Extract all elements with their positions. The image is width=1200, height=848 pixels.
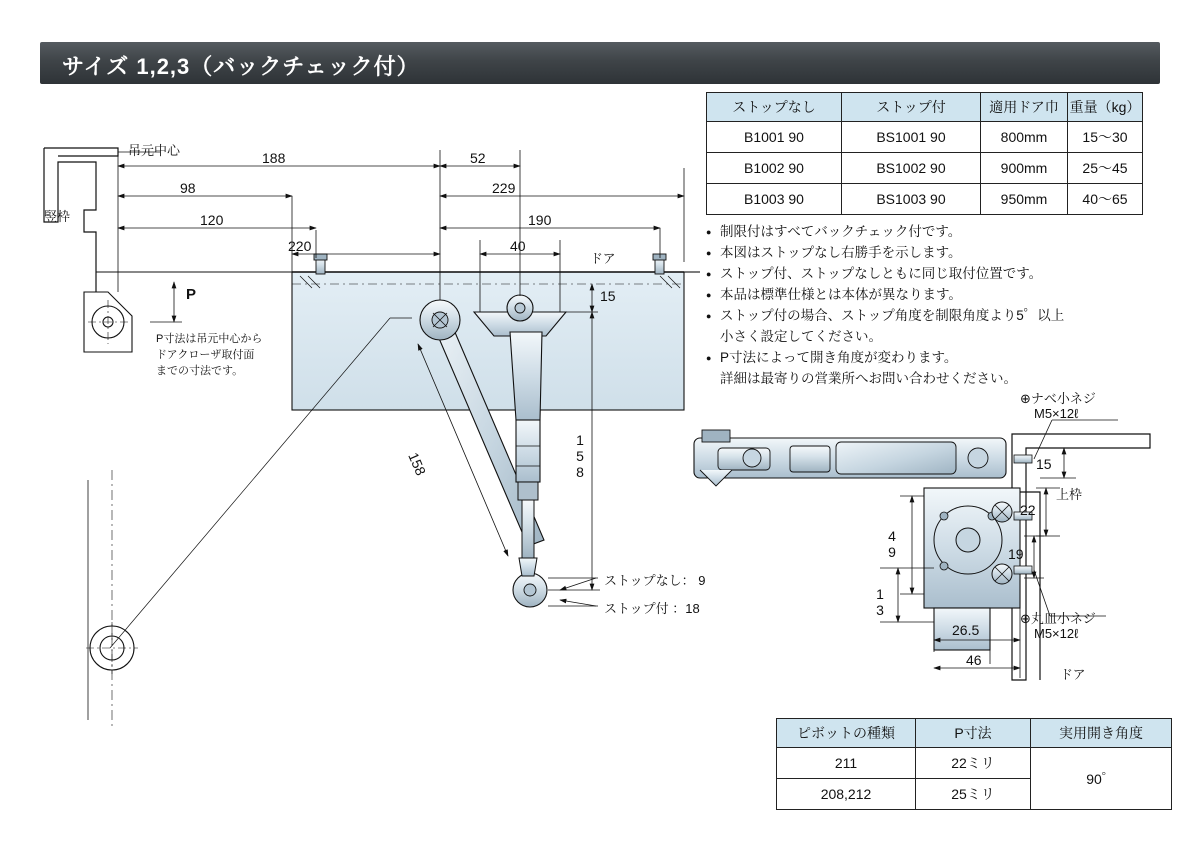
spec-cell: BS1003 90: [842, 184, 981, 215]
label-hanging-center: 吊元中心: [128, 143, 181, 158]
pivot-cell-p: 22ミリ: [916, 748, 1031, 779]
detail-dim-15: 15: [1036, 456, 1052, 472]
spec-cell: 25〜45: [1068, 153, 1143, 184]
dim-220: 220: [288, 238, 312, 254]
spec-cell: B1001 90: [707, 122, 842, 153]
dim-229: 229: [492, 180, 516, 196]
dim-52: 52: [470, 150, 486, 166]
spec-cell: BS1001 90: [842, 122, 981, 153]
dim-40: 40: [510, 238, 526, 254]
pivot-cell-type: 208,212: [777, 779, 916, 810]
pivot-header-1: P寸法: [916, 719, 1031, 748]
spec-cell: BS1002 90: [842, 153, 981, 184]
label-screw-pan-size: M5×12ℓ: [1034, 406, 1079, 421]
spec-cell: 900mm: [981, 153, 1068, 184]
table-row: [777, 748, 1172, 779]
detail-dim-19: 19: [1008, 546, 1024, 562]
dim-158-diagonal: 158: [405, 450, 430, 478]
pivot-cell-type: 211: [777, 748, 916, 779]
spec-header-3: 重量（kg）: [1068, 93, 1143, 122]
pivot-hinge-symbol: [84, 292, 132, 352]
label-p-note-1: P寸法は吊元中心から: [156, 333, 263, 345]
label-p-note-3: までの寸法です。: [156, 365, 244, 377]
pivot-cell-p: 25ミリ: [916, 779, 1031, 810]
label-screw-flat: ⊕丸皿小ネジ: [1020, 611, 1096, 626]
detail-dim-13: 13: [872, 586, 888, 618]
spec-cell: 800mm: [981, 122, 1068, 153]
note-item: ● ストップ付の場合、ストップ角度を制限角度より5゜以上: [706, 306, 1176, 326]
note-item-cont: 小さく設定してください。: [720, 329, 882, 344]
table-row: [707, 153, 1143, 184]
label-stop-none: ストップなし： 9: [604, 573, 706, 588]
spec-cell: 15〜30: [1068, 122, 1143, 153]
spec-header-2: 適用ドア巾: [981, 93, 1068, 122]
pivot-table-header-row: [777, 719, 1172, 748]
spec-header-1: ストップ付: [842, 93, 981, 122]
spec-cell: 950mm: [981, 184, 1068, 215]
pivot-header-2: 実用開き角度: [1031, 719, 1172, 748]
spec-cell: B1003 90: [707, 184, 842, 215]
note-item: ● 本品は標準仕様とは本体が異なります。: [706, 285, 1176, 305]
note-item: ● 本図はストップなし右勝手を示します。: [706, 243, 1176, 263]
label-screw-pan: ⊕ナベ小ネジ: [1020, 391, 1096, 406]
spec-cell: 40〜65: [1068, 184, 1143, 215]
dim-158-vertical: 158: [572, 432, 588, 480]
spec-table: [706, 92, 1143, 215]
spec-table-header-row: [707, 93, 1143, 122]
note-item: ● ストップ付、ストップなしともに同じ取付位置です。: [706, 264, 1176, 284]
dim-15: 15: [600, 288, 616, 304]
label-screw-flat-size: M5×12ℓ: [1034, 626, 1079, 641]
detail-dim-22: 22: [1020, 502, 1036, 518]
pivot-header-0: ピボットの種類: [777, 719, 916, 748]
dim-120: 120: [200, 212, 224, 228]
table-row: [707, 122, 1143, 153]
pivot-table: [776, 718, 1172, 810]
note-item: ● P寸法によって開き角度が変わります。: [706, 348, 1176, 368]
note-item-cont: 詳細は最寄りの営業所へお問い合わせください。: [720, 371, 1017, 386]
table-row: [707, 184, 1143, 215]
dim-188: 188: [262, 150, 286, 166]
detail-section-view: [694, 420, 1150, 680]
detail-dim-49: 49: [884, 528, 900, 560]
label-detail-door: ドア: [1060, 667, 1086, 682]
note-item: ● 制限付はすべてバックチェック付です。: [706, 222, 1176, 242]
label-stop-with: ストップ付 ：18: [604, 601, 700, 616]
spec-cell: B1002 90: [707, 153, 842, 184]
notes-block: [706, 222, 1176, 390]
label-top-frame: 上枠: [1056, 487, 1083, 502]
spec-header-0: ストップなし: [707, 93, 842, 122]
label-p-note-2: ドアクローザ取付面: [156, 349, 255, 361]
pivot-cell-angle: 90゜: [1031, 748, 1172, 810]
detail-dim-46: 46: [966, 652, 982, 668]
label-jamb: 竪枠: [44, 209, 71, 224]
detail-dim-26-5: 26.5: [952, 622, 980, 638]
page-title: サイズ 1,2,3（バックチェック付）: [62, 54, 420, 79]
dim-98: 98: [180, 180, 196, 196]
label-p-mark: P: [186, 286, 197, 303]
lower-pivot-symbol: [86, 622, 138, 674]
label-door: ドア: [590, 251, 616, 266]
dim-190: 190: [528, 212, 552, 228]
